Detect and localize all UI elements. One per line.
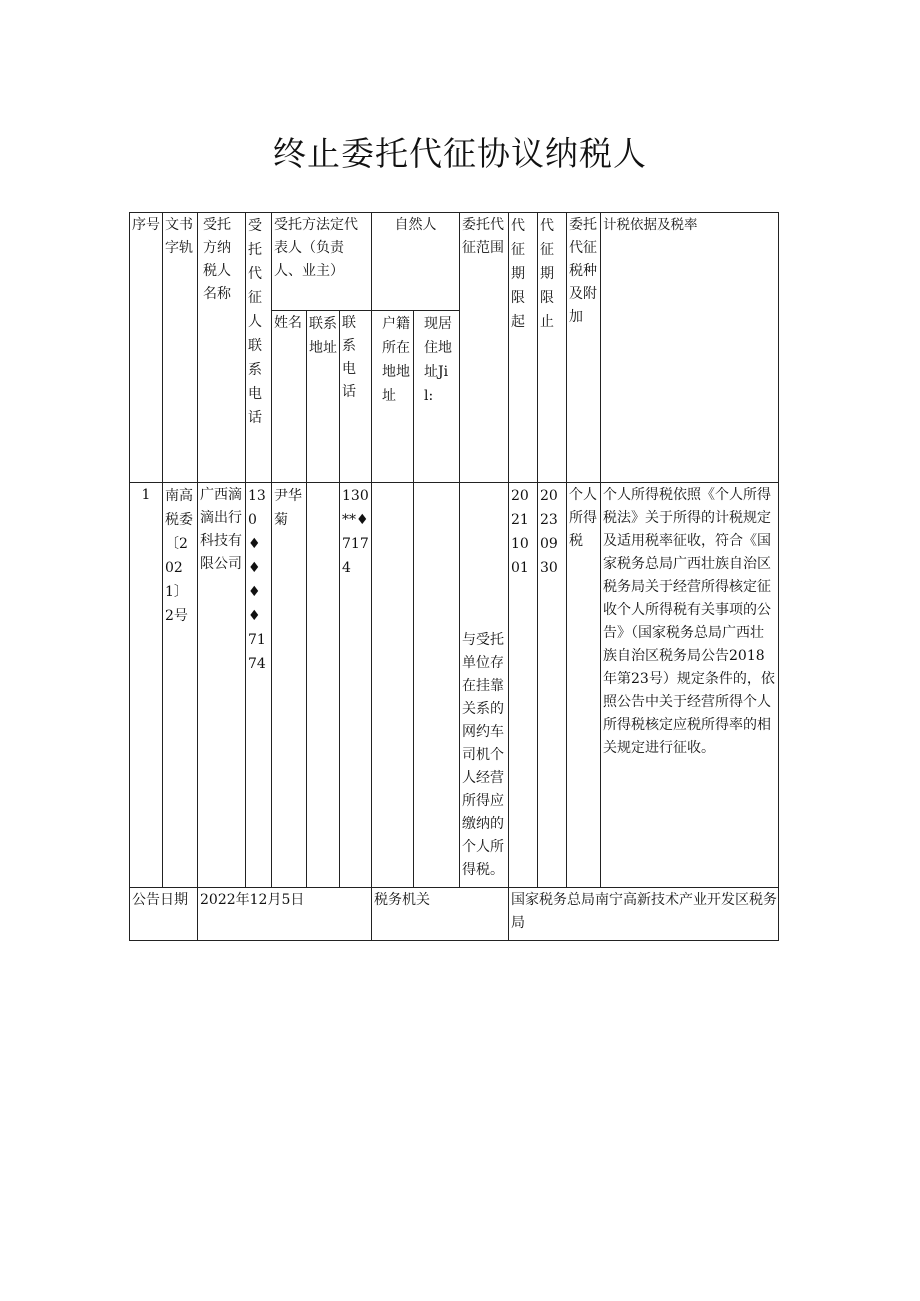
row-doc-no: 南高税委〔2021〕2号	[162, 482, 197, 887]
header-rep-address: 联系地址	[306, 310, 339, 482]
footer-authority-value: 国家税务总局南宁高新技术产业开发区税务局	[508, 887, 779, 941]
header-agent-phone: 受托代征人联系电话	[245, 212, 271, 482]
header-seq: 序号	[129, 212, 162, 482]
header-rep-name: 姓名	[271, 310, 306, 482]
header-scope: 委托代征范围	[459, 212, 508, 482]
header-natural-person: 自然人	[371, 212, 459, 310]
footer-date-label: 公告日期	[129, 887, 197, 941]
header-legal-rep: 受托方法定代表人（负责人、业主）	[271, 212, 371, 310]
header-np-current: 现居住地址Jil:	[413, 310, 459, 482]
header-np-huji: 户籍所在地地址	[371, 310, 413, 482]
header-tax-type: 委托代征税种及附加	[566, 212, 600, 482]
row-rep-address	[306, 482, 339, 887]
page-title: 终止委托代征协议纳税人	[273, 134, 647, 173]
footer-date-value: 2022年12月5日	[197, 887, 371, 941]
header-agent-name: 受托方纳税人名称	[197, 212, 245, 482]
header-rep-phone: 联系电话	[339, 310, 371, 482]
header-period-start: 代征期限起	[508, 212, 537, 482]
footer-authority-label: 税务机关	[371, 887, 508, 941]
header-basis: 计税依据及税率	[600, 212, 779, 482]
row-rep-phone: 130**♦7174	[339, 482, 371, 887]
row-np-huji	[371, 482, 413, 887]
row-seq: 1	[129, 482, 162, 887]
row-period-start: 20211001	[508, 482, 537, 887]
row-period-end: 20230930	[537, 482, 566, 887]
row-basis: 个人所得税依照《个人所得税法》关于所得的计税规定及适用税率征收，符合《国家税务总局广西壮族自治区税务局关于经营所得核定征收个人所得税有关事项的公告》（国家税务总局广西壮族自治区税务局公告2018年第23号）规定条件的，依照公告中关于经营所得个人所得税核定应税所得率的相关规定进行征收。	[600, 482, 779, 887]
row-scope: 与受托单位存在挂靠关系的网约车司机个人经营所得应缴纳的个人所得税。	[459, 482, 508, 887]
row-agent-name: 广西滴滴出行科技有限公司	[197, 482, 245, 887]
row-np-current	[413, 482, 459, 887]
row-tax-type: 个人所得税	[566, 482, 600, 887]
row-rep-name: 尹华菊	[271, 482, 306, 887]
header-doc-no: 文书字轨	[162, 212, 197, 482]
header-period-end: 代征期限止	[537, 212, 566, 482]
row-agent-phone: 130♦♦♦♦ 7174	[245, 482, 271, 887]
